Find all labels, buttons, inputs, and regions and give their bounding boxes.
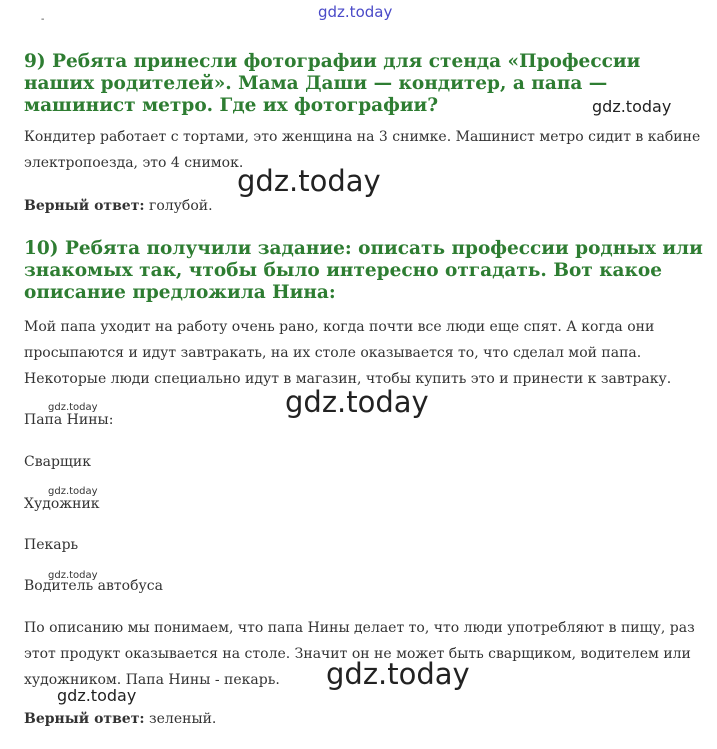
watermark: gdz.today: [48, 570, 98, 581]
question-10-explanation: По описанию мы понимаем, что папа Нины делает то, что люди употребляют в пищу, раз этот продукт оказывается на столе. Значит он не может быть сварщиком, водителем или художником. Папа Нины - пекарь.: [24, 620, 695, 688]
question-9-answer: [24, 193, 714, 219]
question-10-answer: [24, 706, 714, 732]
question-9-title: 9) Ребята принесли фотографии для стенда «Профессии наших родителей». Мама Даши — кондитер, а папа — машинист метро. Где их фотографии?: [24, 51, 641, 116]
watermark: gdz.today: [237, 164, 381, 198]
watermark-top: gdz.today: [318, 3, 393, 21]
option-item: Водитель автобуса: [24, 578, 163, 594]
answer-value: зеленый.: [144, 711, 217, 727]
option-item: Художник: [24, 496, 100, 512]
watermark: gdz.today: [48, 402, 98, 413]
option-item: Сварщик: [24, 454, 91, 470]
watermark: gdz.today: [592, 97, 672, 116]
watermark: gdz.today: [57, 686, 137, 705]
answer-label: Верный ответ:: [24, 711, 145, 727]
top-mark: -: [41, 14, 45, 25]
question-10-title: 10) Ребята получили задание: описать профессии родных или знакомых так, чтобы было интересно отгадать. Вот какое описание предложила Нина:: [24, 238, 703, 303]
answer-value: голубой.: [144, 198, 213, 214]
watermark: gdz.today: [326, 657, 470, 691]
question-10-prompt: Папа Нины:: [24, 412, 114, 428]
watermark: gdz.today: [285, 385, 429, 419]
answer-label: Верный ответ:: [24, 198, 145, 214]
question-9-explanation: Кондитер работает с тортами, это женщина на 3 снимке. Машинист метро сидит в кабине электропоезда, это 4 снимок.: [24, 129, 701, 171]
option-item: Пекарь: [24, 537, 79, 553]
question-10-description: Мой папа уходит на работу очень рано, когда почти все люди еще спят. А когда они просыпаются и идут завтракать, на их столе оказывается то, что сделал мой папа. Некоторые люди специально идут в магазин, чтобы купить это и принести к завтраку.: [24, 319, 672, 387]
watermark: gdz.today: [48, 486, 98, 497]
